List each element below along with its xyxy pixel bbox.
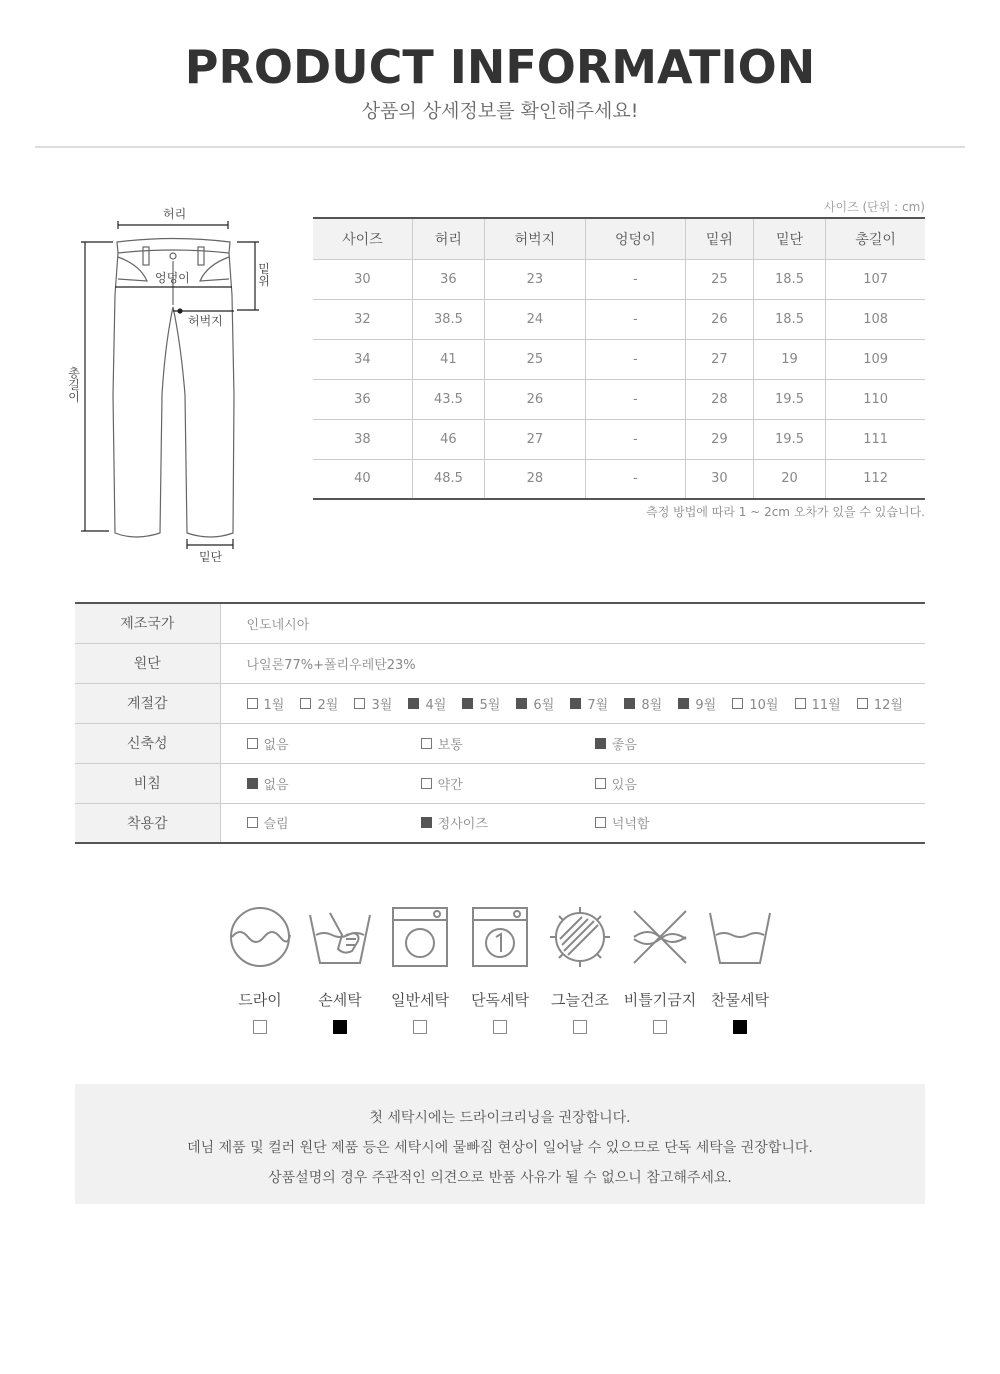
info-row-season — [75, 683, 925, 723]
care-label: 일반세탁 — [391, 991, 449, 1009]
thigh-label: 허벅지 — [188, 314, 223, 328]
table-cell: 40 — [313, 459, 412, 499]
column-header: 총길이 — [826, 218, 925, 259]
month-option — [624, 694, 662, 713]
table-cell: 36 — [412, 259, 484, 299]
month-option — [678, 694, 716, 713]
rise-label: 밑위 — [258, 262, 270, 288]
table-cell: 111 — [826, 419, 925, 459]
table-cell: 23 — [485, 259, 585, 299]
table-cell: 26 — [686, 299, 754, 339]
fit-option — [247, 813, 417, 832]
column-header: 허리 — [412, 218, 484, 259]
option-label: 좋음 — [611, 737, 637, 753]
option-label: 3월 — [371, 697, 393, 713]
notice-line: 첫 세탁시에는 드라이크리닝을 권장합니다. — [369, 1110, 631, 1126]
table-cell: 108 — [826, 299, 925, 339]
length-label: 총길이 — [68, 366, 80, 404]
notice-line: 데님 제품 및 컬러 원단 제품 등은 세탁시에 물빠짐 현상이 일어날 수 있으므로 단독 세탁을 권장합니다. — [187, 1140, 813, 1156]
table-cell: - — [585, 459, 685, 499]
table-cell: 43.5 — [412, 379, 484, 419]
table-cell: - — [585, 419, 685, 459]
table-cell: 30 — [313, 259, 412, 299]
sheer-options — [220, 763, 925, 803]
month-option — [462, 694, 500, 713]
table-cell: 38.5 — [412, 299, 484, 339]
option-label: 없음 — [263, 777, 289, 793]
sheer-option — [247, 774, 417, 793]
stretch-options — [220, 723, 925, 763]
checkbox-icon — [795, 698, 806, 709]
checkbox-icon — [493, 1020, 507, 1034]
table-cell: 112 — [826, 459, 925, 499]
column-header: 사이즈 — [313, 218, 412, 259]
option-label: 7월 — [587, 697, 609, 713]
row-label: 제조국가 — [75, 603, 220, 643]
info-row-fit — [75, 803, 925, 843]
checkbox-icon — [595, 738, 606, 749]
table-cell: 20 — [753, 459, 825, 499]
table-cell: 28 — [485, 459, 585, 499]
table-cell: 32 — [313, 299, 412, 339]
table-cell: 19.5 — [753, 419, 825, 459]
table-cell: 27 — [686, 339, 754, 379]
product-info-table — [75, 602, 925, 844]
checkbox-icon — [624, 698, 635, 709]
column-header: 밑단 — [753, 218, 825, 259]
checkbox-icon — [570, 698, 581, 709]
hand-wash-icon — [308, 905, 372, 969]
unit-note: 사이즈 (단위 : cm) — [823, 200, 925, 214]
stretch-option — [421, 734, 591, 753]
option-label: 4월 — [425, 697, 447, 713]
checkbox-icon — [595, 817, 606, 828]
checkbox-icon — [678, 698, 689, 709]
option-label: 없음 — [263, 737, 289, 753]
care-item-no-wring — [620, 905, 700, 1034]
fabric-value: 나일론77%+폴리우레탄23% — [220, 643, 925, 683]
fit-option — [421, 813, 591, 832]
season-options — [220, 683, 925, 723]
pants-diagram — [55, 195, 285, 575]
option-label: 보통 — [437, 737, 463, 753]
info-row-country — [75, 603, 925, 643]
checkbox-icon — [516, 698, 527, 709]
table-cell: 26 — [485, 379, 585, 419]
table-cell: 29 — [686, 419, 754, 459]
row-label: 계절감 — [75, 683, 220, 723]
column-header: 밑위 — [686, 218, 754, 259]
option-label: 슬림 — [263, 817, 289, 833]
fit-options — [220, 803, 925, 843]
month-option — [408, 694, 446, 713]
table-cell: 27 — [485, 419, 585, 459]
care-label: 비틀기금지 — [623, 991, 697, 1009]
country-value: 인도네시아 — [220, 603, 925, 643]
machine-wash-icon — [388, 905, 452, 969]
option-label: 11월 — [811, 697, 841, 713]
checkbox-icon — [247, 778, 258, 789]
info-row-sheer — [75, 763, 925, 803]
care-label: 단독세탁 — [471, 991, 529, 1009]
stretch-option — [595, 734, 765, 753]
divider — [35, 146, 965, 148]
page-subtitle: 상품의 상세정보를 확인해주세요! — [361, 100, 639, 122]
row-label: 신축성 — [75, 723, 220, 763]
care-item-cold-wash — [700, 905, 780, 1034]
sheer-option — [421, 774, 591, 793]
care-label: 찬물세탁 — [711, 991, 769, 1009]
table-cell: 30 — [686, 459, 754, 499]
option-label: 9월 — [695, 697, 717, 713]
row-label: 비침 — [75, 763, 220, 803]
hip-label: 엉덩이 — [155, 271, 190, 285]
option-label: 넉넉함 — [611, 817, 650, 833]
checkbox-icon — [333, 1020, 347, 1034]
checkbox-icon — [421, 778, 432, 789]
month-option — [795, 694, 841, 713]
measure-note: 측정 방법에 따라 1 ~ 2cm 오차가 있을 수 있습니다. — [646, 505, 925, 519]
table-cell: 41 — [412, 339, 484, 379]
hem-label: 밑단 — [199, 550, 223, 564]
month-option — [570, 694, 608, 713]
option-label: 12월 — [873, 697, 903, 713]
pants-outline-icon — [55, 195, 285, 575]
table-cell: - — [585, 299, 685, 339]
care-item-shade-dry — [540, 905, 620, 1034]
column-header: 허벅지 — [485, 218, 585, 259]
month-option — [247, 694, 285, 713]
table-cell: - — [585, 339, 685, 379]
checkbox-icon — [247, 817, 258, 828]
page-title: PRODUCT INFORMATION — [184, 40, 816, 94]
option-label: 2월 — [317, 697, 339, 713]
table-cell: 25 — [686, 259, 754, 299]
size-table-header — [313, 218, 925, 259]
month-option — [732, 694, 778, 713]
waist-label: 허리 — [163, 207, 187, 221]
option-label: 약간 — [437, 777, 463, 793]
table-cell: 109 — [826, 339, 925, 379]
checkbox-icon — [413, 1020, 427, 1034]
column-header: 엉덩이 — [585, 218, 685, 259]
table-cell: 36 — [313, 379, 412, 419]
table-cell: 19 — [753, 339, 825, 379]
table-row — [313, 419, 925, 459]
table-cell: 28 — [686, 379, 754, 419]
table-cell: 107 — [826, 259, 925, 299]
care-label: 드라이 — [238, 991, 282, 1009]
dry-clean-icon — [228, 905, 292, 969]
checkbox-icon — [247, 698, 258, 709]
table-row — [313, 259, 925, 299]
option-label: 정사이즈 — [437, 817, 488, 833]
checkbox-icon — [595, 778, 606, 789]
table-cell: 38 — [313, 419, 412, 459]
table-cell: 18.5 — [753, 299, 825, 339]
option-label: 5월 — [479, 697, 501, 713]
info-row-fabric — [75, 643, 925, 683]
cold-wash-icon — [708, 905, 772, 969]
fit-option — [595, 813, 765, 832]
checkbox-icon — [300, 698, 311, 709]
table-cell: 110 — [826, 379, 925, 419]
month-option — [300, 694, 338, 713]
checkbox-icon — [733, 1020, 747, 1034]
table-row — [313, 339, 925, 379]
option-label: 8월 — [641, 697, 663, 713]
month-option — [354, 694, 392, 713]
checkbox-icon — [462, 698, 473, 709]
stretch-option — [247, 734, 417, 753]
option-label: 6월 — [533, 697, 555, 713]
care-label: 손세탁 — [318, 991, 362, 1009]
checkbox-icon — [247, 738, 258, 749]
table-cell: - — [585, 259, 685, 299]
notice-line: 상품설명의 경우 주관적인 의견으로 반품 사유가 될 수 없으니 참고해주세요. — [268, 1170, 732, 1186]
month-option — [516, 694, 554, 713]
info-row-stretch — [75, 723, 925, 763]
table-cell: 46 — [412, 419, 484, 459]
table-cell: 48.5 — [412, 459, 484, 499]
checkbox-icon — [408, 698, 419, 709]
checkbox-icon — [653, 1020, 667, 1034]
table-cell: 25 — [485, 339, 585, 379]
care-item-machine-wash — [380, 905, 460, 1034]
care-item-dry-clean — [220, 905, 300, 1034]
checkbox-icon — [421, 817, 432, 828]
care-label: 그늘건조 — [551, 991, 609, 1009]
care-item-separate-wash — [460, 905, 540, 1034]
table-cell: 24 — [485, 299, 585, 339]
checkbox-icon — [857, 698, 868, 709]
table-cell: - — [585, 379, 685, 419]
separate-wash-icon — [468, 905, 532, 969]
sheer-option — [595, 774, 765, 793]
row-label: 착용감 — [75, 803, 220, 843]
size-table — [313, 217, 925, 500]
checkbox-icon — [354, 698, 365, 709]
row-label: 원단 — [75, 643, 220, 683]
option-label: 있음 — [611, 777, 637, 793]
month-option — [857, 694, 903, 713]
table-cell: 34 — [313, 339, 412, 379]
shade-dry-icon — [548, 905, 612, 969]
option-label: 10월 — [749, 697, 779, 713]
no-wring-icon — [628, 905, 692, 969]
option-label: 1월 — [263, 697, 285, 713]
care-item-hand-wash — [300, 905, 380, 1034]
table-cell: 19.5 — [753, 379, 825, 419]
checkbox-icon — [421, 738, 432, 749]
table-cell: 18.5 — [753, 259, 825, 299]
notice-box — [75, 1084, 925, 1204]
table-row — [313, 379, 925, 419]
checkbox-icon — [253, 1020, 267, 1034]
table-row — [313, 459, 925, 499]
table-row — [313, 299, 925, 339]
checkbox-icon — [573, 1020, 587, 1034]
checkbox-icon — [732, 698, 743, 709]
